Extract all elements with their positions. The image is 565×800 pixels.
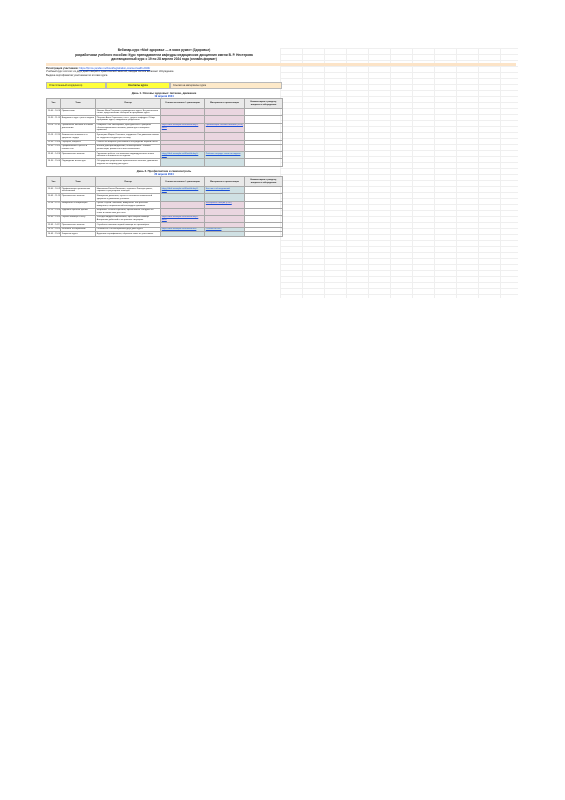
day1-rows (47, 109, 283, 167)
comment-cell[interactable] (245, 133, 283, 140)
topic-cell[interactable]: Иммунитет и вакцинация (61, 201, 96, 208)
topic-cell[interactable]: Введение в курс: цели и задачи (61, 116, 96, 123)
col-topic: Тема (61, 177, 96, 187)
time-cell[interactable]: 14:15 - 14:45 (47, 228, 61, 231)
time-cell[interactable]: 11:45 - 12:30 (47, 133, 61, 140)
table-row (47, 116, 283, 123)
highlight-strip (46, 63, 516, 66)
time-cell[interactable]: 14:45 - 15:00 (47, 232, 61, 235)
time-cell[interactable]: 12:15 - 13:00 (47, 208, 61, 215)
table-row (47, 187, 283, 194)
topic-cell[interactable]: Закрытие курса (61, 232, 96, 236)
recording-link[interactable]: https://disk.example.ru/d/health-day2-part1 (161, 187, 199, 193)
link-cell[interactable] (161, 152, 205, 159)
comment-cell[interactable] (245, 145, 283, 152)
topic-cell[interactable]: Приветствие (61, 109, 96, 116)
day2-rows (47, 187, 283, 236)
sheet-title: Вебинар-курс «Моё здоровье — в моих руках» (Здоровье) (117, 48, 211, 52)
table-header-row (47, 177, 283, 187)
lecturer-cell[interactable]: Обсуждение результатов практического занятия, домашнее задание ко второму дню курса. (96, 159, 161, 166)
col-time: Час (47, 177, 61, 187)
table-row (47, 133, 283, 140)
link-cell[interactable] (161, 216, 205, 223)
recording-link[interactable]: https://disk.example.ru/d/health-day1-part2 (161, 152, 199, 158)
col-comment: Комментарии к разделу, вопросы и обсуждения (245, 99, 283, 109)
table-row (47, 145, 283, 152)
coordinator-cell[interactable]: Ответственный координатор (46, 82, 106, 89)
topic-cell[interactable]: Физическая активность и здоровье сердца (61, 133, 96, 140)
materials-link[interactable]: Чек-лист обследований (205, 187, 230, 190)
materials-cell[interactable] (205, 216, 245, 223)
time-cell[interactable]: 10:00 - 10:45 (47, 187, 61, 194)
materials-cell[interactable] (205, 232, 245, 236)
materials-cell[interactable] (205, 109, 245, 116)
table-row (47, 201, 283, 208)
table-row (47, 109, 283, 116)
link-cell[interactable] (161, 232, 205, 236)
materials-cell[interactable] (205, 152, 245, 159)
comment-cell[interactable] (245, 187, 283, 194)
sheet-dates: дистанционный курс с 19 по 28 апреля 2024 года (онлайн-формат) (111, 57, 217, 62)
comment-cell[interactable] (245, 232, 283, 236)
recording-link[interactable]: https://disk.example.ru/d/health-day2-part2 (161, 216, 199, 222)
col-link: Ссылка на запись / трансляцию (161, 99, 205, 109)
col-link: Ссылка на запись / трансляцию (161, 177, 205, 187)
link-cell[interactable] (161, 201, 205, 208)
comment-cell[interactable] (245, 123, 283, 133)
materials-cell[interactable] (205, 133, 245, 140)
table-row (47, 194, 283, 201)
time-cell[interactable]: 11:30 - 12:15 (47, 201, 61, 208)
time-cell[interactable]: 13:45 - 14:30 (47, 152, 61, 159)
materials-link[interactable]: Рабочая тетрадь: план на неделю (205, 152, 241, 155)
comment-cell[interactable] (245, 194, 283, 201)
topic-cell[interactable]: Профилактика хронических заболеваний (61, 187, 96, 194)
time-cell[interactable]: 10:45 - 11:30 (47, 194, 61, 201)
lecturer-cell[interactable]: Групповая работа: составление индивидуального плана питания и активности на неделю. (96, 152, 161, 159)
link-cell[interactable] (161, 116, 205, 123)
lecturer-cell[interactable]: Лебедев Андрей Николаевич, врач скорой помощи. Алгоритмы действий в экстренных ситуациях. (96, 216, 161, 223)
certificate-note: Выдача сертификатов участникам по итогам курса (46, 73, 108, 77)
table-row (47, 216, 283, 223)
lecturer-cell[interactable]: Измерение давления, пульса и основных показателей здоровья в домашних условиях. (96, 194, 161, 201)
sheet-subtitle: разработчики учебного пособия: Курс преподаватели кафедры медицинских дисциплин имени В. Р. Нестерова (75, 52, 253, 57)
lecturer-cell[interactable]: Вручение сертификатов, обратная связь от участников. (96, 232, 161, 236)
topic-cell[interactable]: Подведение итогов дня (61, 159, 96, 166)
comment-cell[interactable] (245, 216, 283, 223)
topic-cell[interactable]: Практическое занятие (61, 152, 96, 159)
day2-schedule-table (46, 176, 283, 236)
time-cell[interactable]: 12:30 - 13:00 (47, 141, 61, 143)
time-cell[interactable]: 10:00 - 10:30 (47, 109, 61, 116)
table-row (47, 152, 283, 159)
materials-link[interactable]: Ссылка на тест (205, 228, 222, 231)
materials-link[interactable]: Презентация: основы питания (PDF) (205, 123, 243, 126)
col-materials: Материалы и презентации (205, 177, 245, 187)
col-time: Час (47, 99, 61, 109)
table-row (47, 159, 283, 166)
link-cell[interactable] (161, 194, 205, 201)
time-cell[interactable]: 10:30 - 11:00 (47, 116, 61, 123)
col-comment: Комментарии к разделу, вопросы и обсуждения (245, 177, 283, 187)
materials-link[interactable]: Материалы лекции (PDF) (205, 202, 232, 205)
time-cell[interactable]: 13:00 - 13:45 (47, 216, 61, 223)
table-row (47, 208, 283, 215)
link-cell[interactable] (161, 145, 205, 152)
materials-cell[interactable] (205, 194, 245, 201)
contacts-cell[interactable]: Контакты курса (106, 82, 170, 89)
recording-link[interactable]: https://disk.example.ru/d/health-test (161, 228, 197, 231)
col-topic: Тема (61, 99, 96, 109)
lecturer-cell[interactable]: Ответы на вопросы участников и обсуждение первой части. (96, 140, 161, 144)
comment-cell[interactable] (245, 208, 283, 215)
day1-schedule-table (46, 98, 283, 166)
topic-cell[interactable]: Практическое занятие (61, 223, 96, 227)
lecturer-cell[interactable]: Иванов Иван Петрович, руководитель курса. Вступительное слово, представление лекторов и программы курса. (96, 109, 161, 116)
link-cell[interactable] (161, 123, 205, 133)
lecturer-cell[interactable]: Волков Дмитрий Андреевич, психотерапевт. Техники релаксации, режим сна и восстановления. (96, 145, 161, 152)
lecturer-cell[interactable]: Отработка навыков первой помощи на тренажёрах. (96, 223, 161, 227)
topic-cell[interactable]: Профилактика стресса и гигиена сна (61, 145, 96, 152)
registration-link[interactable]: https://forms.yandex.ru/cloud/registration-course-health-2024/ (79, 66, 151, 70)
lecturer-cell[interactable]: Онлайн-тест по материалам двух дней курса. (96, 227, 161, 231)
topic-cell[interactable]: Здоровье органов зрения (61, 208, 96, 215)
comment-cell[interactable] (245, 152, 283, 159)
topic-cell[interactable]: Первая помощь в быту (61, 216, 96, 223)
day1-title: День 1. Основы здоровья: питание, движение (131, 90, 197, 95)
link-cell[interactable] (161, 109, 205, 116)
day1-date: 19 апреля 2024 (154, 94, 174, 98)
lecturer-cell[interactable]: Петрова Анна Сергеевна, к.м.н., доцент кафедры. Обзор программы курса, ожидаемые результаты. (96, 116, 161, 123)
col-lecturer: Лектор (96, 177, 161, 187)
table-row (47, 123, 283, 133)
course-note: Учебный курс состоит из двух дней лекций и практических занятий, каждая сессия включает обсуждение. (46, 70, 175, 74)
recording-link[interactable]: https://disk.example.ru/d/health-day1-part1 (161, 123, 199, 129)
table-row (47, 232, 283, 236)
day2-title: День 2. Профилактика и самоконтроль (136, 168, 192, 173)
lecturer-cell[interactable]: Николаева Елена Ивановна, терапевт. Факторы риска, скрининг и регулярные осмотры. (96, 187, 161, 194)
registration-label: Регистрация участников: (46, 66, 79, 70)
topic-cell[interactable]: Итоговое тестирование (61, 227, 96, 231)
comment-cell[interactable] (245, 109, 283, 116)
lecturer-cell[interactable]: Морозова Татьяна Юрьевна, офтальмолог. Нагрузка на глаза и гимнастика для глаз. (96, 208, 161, 215)
col-materials: Материалы и презентации (205, 99, 245, 109)
link-cell[interactable] (161, 187, 205, 194)
spreadsheet-sheet (46, 48, 516, 237)
comment-cell[interactable] (245, 116, 283, 123)
materials-cell[interactable] (205, 159, 245, 166)
link-cell[interactable] (161, 133, 205, 140)
link-cell[interactable] (161, 208, 205, 215)
materials-cell[interactable] (205, 145, 245, 152)
info-row (46, 82, 282, 89)
topic-cell[interactable]: Правильное питание и основы диетологии (61, 123, 96, 133)
materials-cell[interactable]: Ссылки на материалы курса (170, 82, 282, 89)
materials-cell[interactable] (205, 116, 245, 123)
materials-cell[interactable] (205, 208, 245, 215)
time-cell[interactable]: 13:45 - 14:15 (47, 223, 61, 226)
col-lecturer: Лектор (96, 99, 161, 109)
time-cell[interactable]: 11:00 - 11:45 (47, 123, 61, 133)
topic-cell[interactable]: Практическое занятие (61, 194, 96, 201)
lecturer-cell[interactable]: Смирнов Олег Викторович, врач-диетолог. Принципы сбалансированного питания, режим дня и пищевые привычки. (96, 123, 161, 133)
link-cell[interactable] (161, 159, 205, 166)
comment-cell[interactable] (245, 201, 283, 208)
comment-cell[interactable] (245, 159, 283, 166)
day2-date: 20 апреля 2024 (154, 173, 174, 177)
time-cell[interactable]: 13:00 - 13:45 (47, 145, 61, 152)
table-header-row (47, 99, 283, 109)
topic-cell[interactable]: Перерыв, вопросы (61, 140, 96, 144)
materials-cell[interactable] (205, 187, 245, 194)
lecturer-cell[interactable]: Орлов Сергей Павлович, иммунолог. Как работает иммунитет, национальный календарь прививок. (96, 201, 161, 208)
lecturer-cell[interactable]: Кузнецова Мария Олеговна, кардиолог. Как движение влияет на сердечно-сосудистую систему. (96, 133, 160, 139)
materials-cell[interactable] (205, 123, 245, 133)
time-cell[interactable]: 14:30 - 15:00 (47, 159, 61, 166)
materials-cell[interactable] (205, 201, 245, 208)
